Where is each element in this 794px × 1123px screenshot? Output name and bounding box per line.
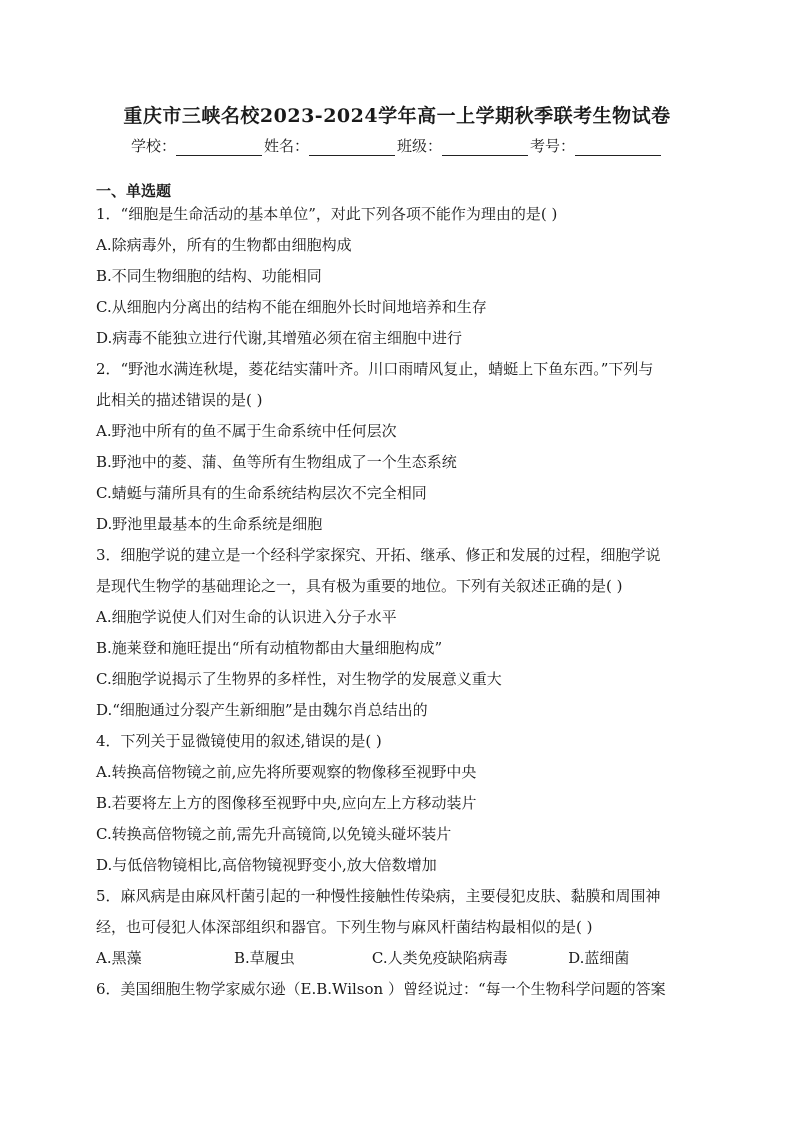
name-label: 姓名： — [263, 137, 309, 155]
question-4-option-a: A.转换高倍物镜之前,应先将所要观察的物像移至视野中央 — [96, 763, 477, 781]
question-2-option-b: B.野池中的菱、蒲、鱼等所有生物组成了一个生态系统 — [96, 453, 457, 471]
question-4-stem: 4．下列关于显微镜使用的叙述,错误的是( ) — [96, 732, 382, 750]
question-5-stem-line1: 5．麻风病是由麻风杆菌引起的一种慢性接触性传染病，主要侵犯皮肤、黏膜和周围神 — [96, 887, 661, 905]
name-blank — [309, 141, 395, 156]
question-1-stem: 1．“细胞是生命活动的基本单位”，对此下列各项不能作为理由的是( ) — [96, 205, 558, 223]
question-5-options — [96, 946, 706, 977]
question-5-option-a: A.黑藻 — [96, 949, 142, 967]
school-blank — [176, 141, 262, 156]
id-label: 考号： — [530, 137, 576, 155]
exam-title: 重庆市三峡名校2023-2024学年高一上学期秋季联考生物试卷 — [123, 105, 671, 127]
question-2-stem-line1: 2．“野池水满连秋堤，菱花结实蒲叶齐。川口雨晴风复止，蜻蜓上下鱼东西。”下列与 — [96, 360, 654, 378]
question-4-option-b: B.若要将左上方的图像移至视野中央,应向左上方移动装片 — [96, 794, 477, 812]
section-heading: 一、单选题 — [96, 182, 172, 200]
question-1-option-a: A.除病毒外，所有的生物都由细胞构成 — [96, 236, 352, 254]
class-label: 班级： — [397, 137, 443, 155]
question-4-option-c: C.转换高倍物镜之前,需先升高镜筒,以免镜头碰坏装片 — [96, 825, 452, 843]
question-1-option-d: D.病毒不能独立进行代谢,其增殖必须在宿主细胞中进行 — [96, 329, 463, 347]
class-blank — [442, 141, 528, 156]
question-2-option-d: D.野池里最基本的生命系统是细胞 — [96, 515, 323, 533]
question-3-option-d: D.“细胞通过分裂产生新细胞”是由魏尔肖总结出的 — [96, 701, 428, 719]
school-label: 学校： — [130, 137, 176, 155]
question-3-stem-line1: 3．细胞学说的建立是一个经科学家探究、开拓、继承、修正和发展的过程，细胞学说 — [96, 546, 661, 564]
question-2-stem-line2: 此相关的描述错误的是( ) — [96, 391, 263, 409]
question-3-option-b: B.施莱登和施旺提出“所有动植物都由大量细胞构成” — [96, 639, 443, 657]
question-4-option-d: D.与低倍物镜相比,高倍物镜视野变小,放大倍数增加 — [96, 856, 437, 874]
question-6-stem-line1: 6．美国细胞生物学家威尔逊（E.B.Wilson ）曾经说过：“每一个生物科学问题的答案 — [96, 980, 666, 998]
question-2-option-a: A.野池中所有的鱼不属于生命系统中任何层次 — [96, 422, 397, 440]
question-3-option-c: C.细胞学说揭示了生物界的多样性，对生物学的发展意义重大 — [96, 670, 502, 688]
student-info-row — [0, 135, 794, 156]
question-5-stem-line2: 经，也可侵犯人体深部组织和器官。下列生物与麻风杆菌结构最相似的是( ) — [96, 918, 593, 936]
id-blank — [575, 141, 661, 156]
question-5-option-b: B.草履虫 — [233, 949, 295, 967]
question-3-stem-line2: 是现代生物学的基础理论之一，具有极为重要的地位。下列有关叙述正确的是( ) — [96, 577, 623, 595]
question-5-option-d: D.蓝细菌 — [568, 949, 630, 967]
question-1-option-c: C.从细胞内分离出的结构不能在细胞外长时间地培养和生存 — [96, 298, 487, 316]
question-5-option-c: C.人类免疫缺陷病毒 — [371, 949, 508, 967]
question-list — [96, 202, 706, 1008]
question-3-option-a: A.细胞学说使人们对生命的认识进入分子水平 — [96, 608, 397, 626]
question-1-option-b: B.不同生物细胞的结构、功能相同 — [96, 267, 322, 285]
question-2-option-c: C.蜻蜓与蒲所具有的生命系统结构层次不完全相同 — [96, 484, 427, 502]
